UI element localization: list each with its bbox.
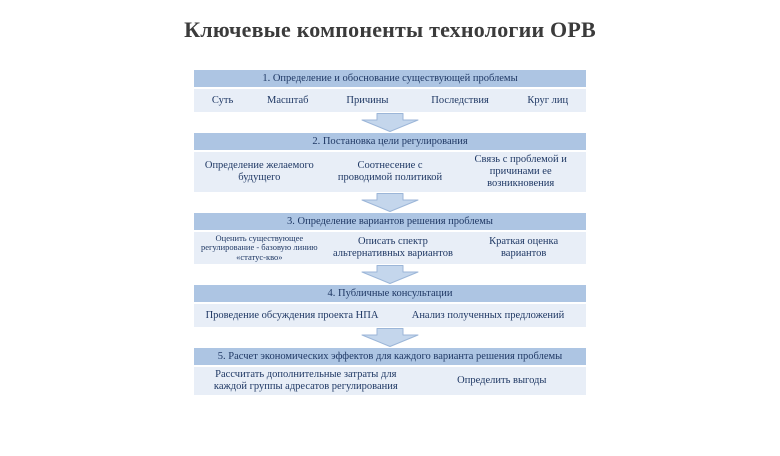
block-3-cell: Краткая оценка вариантов — [489, 236, 559, 259]
block-2-cell: Соотнесение с проводимой политикой — [337, 160, 443, 183]
block-4-body — [194, 304, 586, 327]
block-3-cell: Описать спектр альтернативных вариантов — [333, 236, 453, 259]
block-2-cell: Определение желаемого будущего — [204, 160, 314, 183]
block-2-cell: Связь с проблемой и причинами ее возникновения — [474, 154, 567, 189]
process-block-1 — [194, 70, 586, 112]
block-3-header: 3. Определение вариантов решения проблемы — [194, 213, 586, 230]
block-2-header: 2. Постановка цели регулирования — [194, 133, 586, 150]
down-arrow-icon — [194, 193, 586, 212]
process-block-2 — [194, 133, 586, 191]
block-3-cell: Оценить существующее регулирование - базовую линию «статус-кво» — [201, 232, 318, 262]
block-4-header: 4. Публичные консультации — [194, 285, 586, 302]
slide — [0, 17, 780, 456]
block-5-cell: Определить выгоды — [457, 375, 547, 387]
block-5-header: 5. Расчет экономических эффектов для каждого варианта решения проблемы — [194, 348, 586, 365]
block-5-cell: Рассчитать дополнительные затраты для каждой группы адресатов регулирования — [213, 369, 398, 393]
process-block-3 — [194, 213, 586, 265]
block-1-cell: Масштаб — [267, 94, 309, 106]
block-1-cell: Причины — [346, 94, 389, 106]
block-3-body — [194, 232, 586, 265]
down-arrow-icon — [194, 113, 586, 132]
process-block-4 — [194, 285, 586, 327]
block-2-body — [194, 152, 586, 191]
down-arrow-icon — [194, 265, 586, 284]
block-1-cell: Суть — [211, 94, 234, 106]
block-5-body — [194, 367, 586, 395]
page-title: Ключевые компоненты технологии ОРВ — [184, 17, 596, 42]
block-4-cell: Проведение обсуждения проекта НПА — [205, 309, 379, 321]
block-1-header: 1. Определение и обоснование существующей проблемы — [194, 70, 586, 87]
block-1-body — [194, 89, 586, 112]
down-arrow-icon — [194, 328, 586, 347]
block-1-cell: Последствия — [431, 94, 489, 106]
flow-diagram — [194, 70, 586, 395]
process-block-5 — [194, 348, 586, 395]
block-4-cell: Анализ полученных предложений — [411, 309, 565, 321]
block-1-cell: Круг лиц — [527, 94, 569, 106]
